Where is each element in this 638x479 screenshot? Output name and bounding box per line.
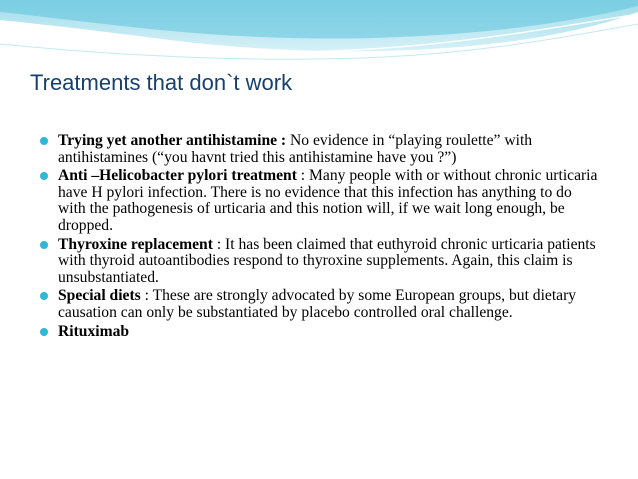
bullet-text: : It has been claimed that euthyroid chronic urticaria patients with thyroid autoantibodies respond to thyroxine supplements. Again, this claim is unsubstantiated. [58, 235, 596, 286]
bullet-dot-icon [40, 241, 48, 249]
bullet-text: : Many people with or without chronic urticaria have H pylori infection. There is no evidence that this infection has anything to do with the pathogenesis of urticaria and this notion will, if we wait long enough, be dropped. [58, 167, 598, 234]
bullet-item-thyroxine [40, 237, 600, 287]
bullet-text: : These are strongly advocated by some European groups, but dietary causation can only be substantiated by placebo controlled oral challenge. [58, 287, 577, 321]
bullet-list [40, 133, 600, 342]
slide-title: Treatments that don`t work [30, 70, 293, 95]
bullet-item-helicobacter [40, 168, 600, 234]
bullet-item-antihistamine [40, 133, 600, 166]
header-wave-decoration [0, 0, 638, 70]
bullet-dot-icon [40, 172, 48, 180]
bullet-dot-icon [40, 137, 48, 145]
bullet-term: Special diets [58, 287, 141, 305]
bullet-item-rituximab [40, 324, 600, 341]
bullet-term: Thyroxine replacement [58, 235, 213, 253]
bullet-term: Anti –Helicobacter pylori treatment [58, 167, 297, 185]
bullet-text: No evidence in “playing roulette” with antihistamines (“you havnt tried this antihistamine have you ?”) [58, 132, 533, 166]
bullet-dot-icon [40, 328, 48, 336]
bullet-dot-icon [40, 292, 48, 300]
bullet-item-special-diets [40, 288, 600, 321]
bullet-term: Trying yet another antihistamine : [58, 132, 287, 149]
bullet-term: Rituximab [58, 322, 130, 340]
